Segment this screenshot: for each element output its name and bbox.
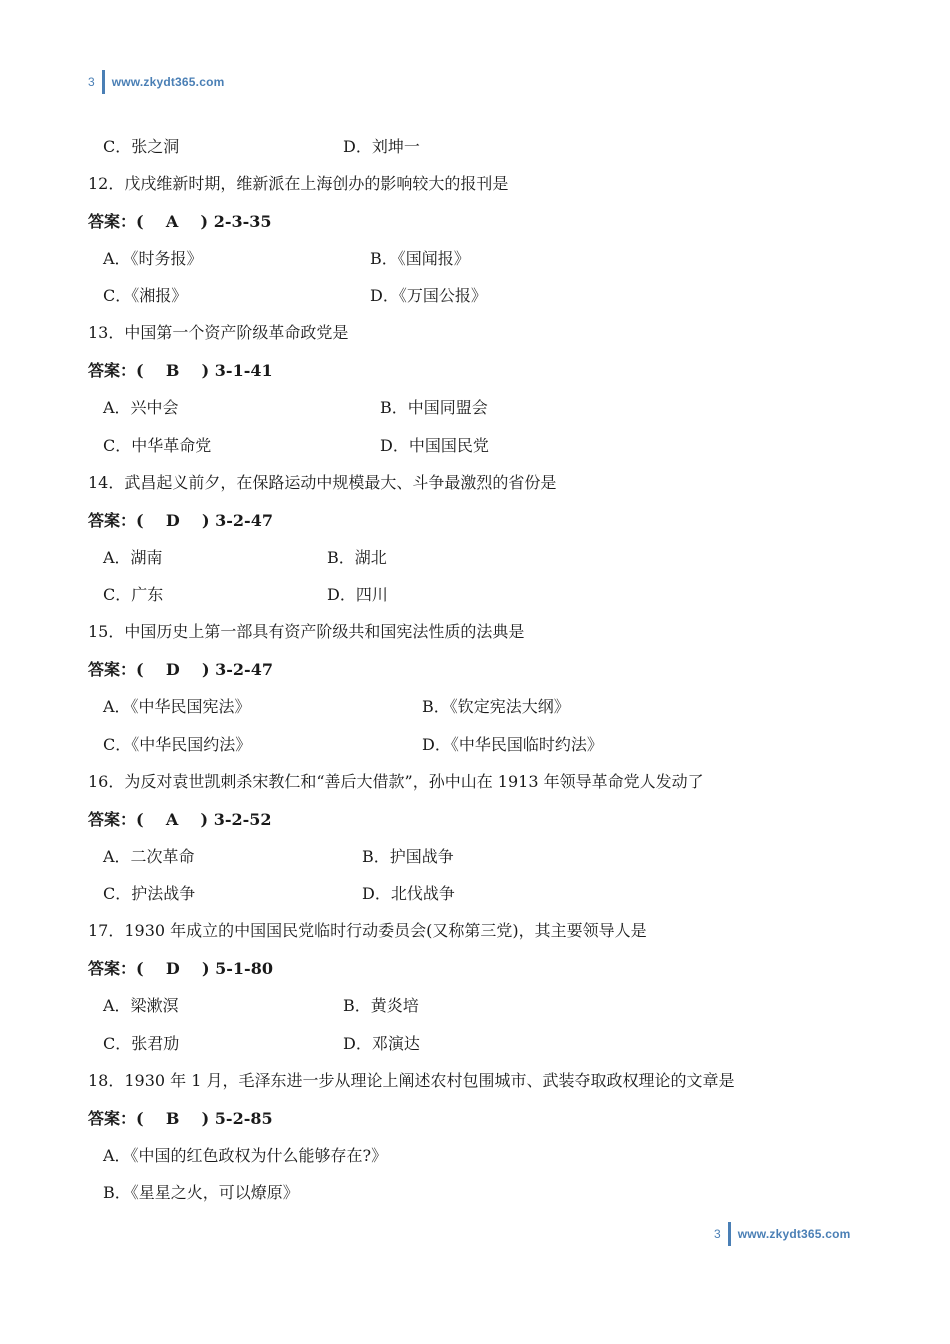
header-divider (102, 70, 105, 94)
question-text: 16．为反对袁世凯刺杀宋教仁和“善后大借款”，孙中山在 1913 年领导革命党人发动了 (88, 772, 704, 791)
page-header (88, 70, 224, 94)
header-url: www.zkydt365.com (111, 75, 225, 89)
question-text: 17．1930 年成立的中国国民党临时行动委员会(又称第三党)，其主要领导人是 (88, 921, 647, 940)
option-text: B．《国闻报》 (370, 249, 470, 268)
answer-line: 答案：( A ) 2-3-35 (88, 212, 272, 231)
option-text: B．湖北 (327, 548, 387, 567)
header-page-number: 3 (88, 75, 95, 89)
page-footer (714, 1222, 850, 1246)
option-text: C．中华革命党 (103, 436, 212, 455)
question-text: 13．中国第一个资产阶级革命政党是 (88, 323, 349, 342)
answer-line: 答案：( B ) 3-1-41 (88, 361, 273, 380)
option-text: B．《钦定宪法大纲》 (422, 697, 570, 716)
option-text: B．《星星之火，可以燎原》 (103, 1183, 299, 1202)
option-text: C．张之洞 (103, 137, 180, 156)
option-text: A．兴中会 (103, 398, 179, 417)
question-text: 15．中国历史上第一部具有资产阶级共和国宪法性质的法典是 (88, 622, 525, 641)
option-text: A．《中华民国宪法》 (103, 697, 251, 716)
option-text: D．北伐战争 (362, 884, 455, 903)
option-text: D．刘坤一 (343, 137, 420, 156)
option-text: D．《万国公报》 (370, 286, 487, 305)
option-text: D．邓演达 (343, 1034, 420, 1053)
option-text: D．四川 (327, 585, 388, 604)
answer-line: 答案：( B ) 5-2-85 (88, 1109, 273, 1128)
footer-divider (728, 1222, 731, 1246)
option-text: A．湖南 (103, 548, 163, 567)
option-text: A．《时务报》 (103, 249, 203, 268)
option-text: C．广东 (103, 585, 164, 604)
option-text: B．护国战争 (362, 847, 454, 866)
option-text: D．中国国民党 (380, 436, 489, 455)
option-text: B．中国同盟会 (380, 398, 488, 417)
footer-page-number: 3 (714, 1227, 721, 1241)
option-text: B．黄炎培 (343, 996, 419, 1015)
answer-line: 答案：( A ) 3-2-52 (88, 810, 272, 829)
answer-line: 答案：( D ) 5-1-80 (88, 959, 273, 978)
option-text: A．梁漱溟 (103, 996, 179, 1015)
option-text: C．《中华民国约法》 (103, 735, 252, 754)
option-text: A．《中国的红色政权为什么能够存在?》 (103, 1146, 388, 1165)
option-text: C．护法战争 (103, 884, 196, 903)
option-text: C．《湘报》 (103, 286, 188, 305)
option-text: D．《中华民国临时约法》 (422, 735, 603, 754)
question-text: 14．武昌起义前夕，在保路运动中规模最大、斗争最激烈的省份是 (88, 473, 557, 492)
question-text: 12．戊戌维新时期，维新派在上海创办的影响较大的报刊是 (88, 174, 509, 193)
answer-line: 答案：( D ) 3-2-47 (88, 511, 273, 530)
option-text: A．二次革命 (103, 847, 195, 866)
footer-url: www.zkydt365.com (737, 1227, 851, 1241)
answer-line: 答案：( D ) 3-2-47 (88, 660, 273, 679)
option-text: C．张君劢 (103, 1034, 180, 1053)
question-text: 18．1930 年 1 月，毛泽东进一步从理论上阐述农村包围城市、武装夺取政权理论的文章是 (88, 1071, 735, 1090)
